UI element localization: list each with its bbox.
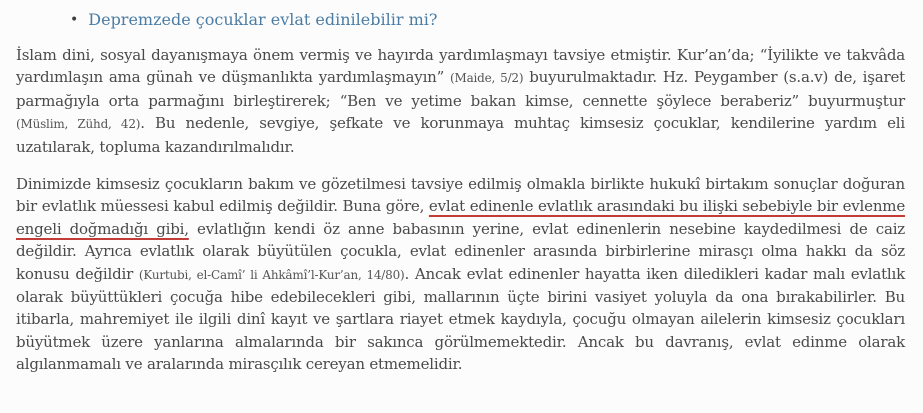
paragraph2-text: evlatlığın kendi öz anne babasının yerine, evlat edinenlerin nesebine kaydedilmesi de caiz değildir. Ayrıca evlatlık olarak büyütülen çocukla, evlat edinenler arasında birbirlerine mirasçı olma hakkı da söz konusu değildir	[16, 219, 906, 283]
citation-muslim-zuhd: (Müslim, Zühd, 42)	[16, 117, 141, 132]
paragraph2-text: Dinimizde kimsesiz çocukların bakım ve gözetilmesi tavsiye edilmiş olmakla birlikte hukukî birtakım sonuçlar doğuran bir evlatlık müessesi kabul edilmiş değildir. Buna göre,	[16, 175, 905, 216]
citation-kurtubi: (Kurtubi, el-Camî’ li Ahkâmî’l-Kur’an, 14/80)	[138, 267, 405, 282]
question-link[interactable]: Depremzede çocuklar evlat edinilebilir mi?	[88, 10, 438, 29]
question-list-item	[70, 8, 905, 32]
question-list	[16, 8, 905, 32]
paragraph1-text: buyurulmaktadır. Hz. Peygamber (s.a.v) de, işaret parmağıyla orta parmağını birleştirerek; “Ben ve yetime bakan kimse, cennette şöylece beraberiz” buyurmuştur	[16, 68, 905, 110]
paragraph-islam-dini	[16, 44, 905, 158]
paragraph2-text: . Ancak evlat edinenler hayatta iken diledikleri kadar malı evlatlık olarak büyüttükleri çocuğa hibe edebilecekleri gibi, mallarının üçte birini vasiyet yoluyla da ona bırakabilirler. Bu itibarla, mahremiyet ile ilgili dinî kayıt ve şartlara riayet etmek kaydıyla, çocuğu olmayan ailelerin kimsesiz çocukları büyütmek üzere yanlarına almalarında bir sakınca görülmemektedir. Ancak bu davranış, evlat edinme olarak algılanmamalı ve aralarında mirasçılık cereyan etmemelidir.	[16, 264, 906, 374]
paragraph-dinimizde	[16, 173, 905, 376]
bullet-icon: •	[70, 12, 79, 28]
red-underlined-phrase: evlat edinenle evlatlık arasındaki bu ilişki sebebiyle bir evlenme engeli doğmadığı gibi,	[16, 197, 905, 238]
paragraph1-text: . Bu nedenle, sevgiye, şefkate ve korunmaya muhtaç kimsesiz çocuklar, kendilerine yardım eli uzatılarak, topluma kazandırılmalıdır.	[16, 114, 905, 156]
citation-maide: (Maide, 5/2)	[450, 71, 524, 86]
paragraph1-text: İslam dini, sosyal dayanışmaya önem vermiş ve hayırda yardımlaşmayı tavsiye etmiştir. Kur’an’da; “İyilikte ve takvâda yardımlaşın ama günah ve düşmanlıkta yardımlaşmayın”	[16, 46, 905, 87]
